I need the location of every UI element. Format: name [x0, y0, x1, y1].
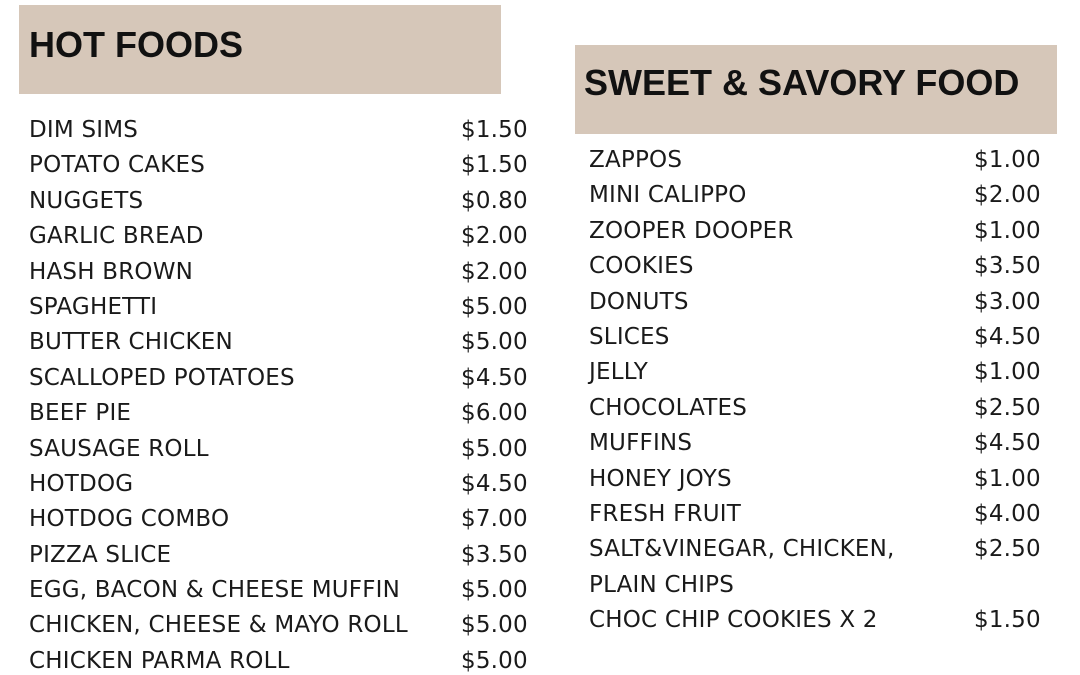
menu-item-name: HOTDOG	[29, 470, 134, 497]
menu-item-name: CHOC CHIP COOKIES X 2	[589, 607, 878, 634]
menu-item-price: $1.00	[974, 217, 1041, 244]
menu-item-name: BUTTER CHICKEN	[29, 329, 233, 356]
menu-item-price: $4.00	[974, 500, 1041, 527]
hot-foods-title: HOT FOODS	[29, 24, 243, 65]
menu-item-name: SAUSAGE ROLL	[29, 435, 209, 462]
menu-item-price: $1.50	[974, 607, 1041, 634]
menu-item	[589, 285, 1059, 320]
sweet-savory-title: SWEET & SAVORY FOOD	[584, 62, 1020, 103]
menu-item-price: $1.00	[974, 359, 1041, 386]
menu-item-name: COOKIES	[589, 253, 694, 280]
menu-item-price: $2.00	[461, 223, 528, 250]
menu-item-price: $1.00	[974, 147, 1041, 173]
menu-item	[589, 603, 1059, 638]
menu-item-name: GARLIC BREAD	[29, 223, 204, 250]
menu-item-price: $5.00	[461, 647, 528, 674]
menu-item-name: ZAPPOS	[589, 147, 683, 173]
menu-item	[29, 290, 549, 325]
menu-item-price: $6.00	[461, 400, 528, 427]
menu-item-name: SCALLOPED POTATOES	[29, 364, 295, 391]
menu-item-price: $5.00	[461, 329, 528, 356]
menu-item-price: $4.50	[974, 430, 1041, 457]
menu-item-price: $7.00	[461, 506, 528, 533]
menu-item-name: MUFFINS	[589, 430, 693, 457]
menu-item-name: HONEY JOYS	[589, 465, 732, 492]
menu-item-name: HASH BROWN	[29, 258, 194, 285]
menu-item	[29, 538, 549, 573]
menu-item	[589, 497, 1059, 532]
menu-item	[29, 148, 549, 183]
menu-item	[589, 391, 1059, 426]
menu-item-name: EGG, BACON & CHEESE MUFFIN	[29, 577, 401, 604]
menu-item-name: FRESH FRUIT	[589, 500, 742, 527]
menu-item	[29, 361, 549, 396]
menu-item	[29, 325, 549, 360]
menu-item	[589, 249, 1059, 284]
menu-item-name: SLICES	[589, 323, 670, 350]
menu-item-price: $5.00	[461, 612, 528, 639]
menu-item-price: $5.00	[461, 435, 528, 462]
menu-item-name: SPAGHETTI	[29, 293, 158, 320]
menu-item-price: $5.00	[461, 293, 528, 320]
menu-item-price: $4.50	[461, 470, 528, 497]
menu-item-price: $2.00	[974, 182, 1041, 209]
menu-item	[29, 644, 549, 675]
menu-item	[589, 214, 1059, 249]
menu-item	[29, 608, 549, 643]
menu-item	[589, 178, 1059, 213]
menu-item	[29, 467, 549, 502]
menu-item	[589, 532, 1059, 603]
menu-item-name: PIZZA SLICE	[29, 541, 172, 568]
menu-item-price: $4.50	[974, 323, 1041, 350]
menu-item-price: $2.50	[974, 394, 1041, 421]
menu-item-name: POTATO CAKES	[29, 152, 206, 179]
menu-item-price: $2.50	[974, 536, 1041, 563]
menu-item-price: $3.50	[461, 541, 528, 568]
hot-foods-list	[29, 113, 549, 675]
menu-item-price: $0.80	[461, 187, 528, 214]
sweet-savory-list	[589, 143, 1059, 638]
menu-item-name: NUGGETS	[29, 187, 144, 214]
sweet-savory-header	[575, 45, 1057, 134]
menu-item-price: $2.00	[461, 258, 528, 285]
menu-item-name: DONUTS	[589, 288, 689, 315]
menu-item	[29, 113, 549, 148]
menu-item-price: $4.50	[461, 364, 528, 391]
menu-item-name: CHOCOLATES	[589, 394, 748, 421]
menu-item-price: $3.00	[974, 288, 1041, 315]
menu-item-name: DIM SIMS	[29, 117, 139, 143]
menu-item	[29, 573, 549, 608]
menu-item	[29, 255, 549, 290]
menu-item-name: JELLY	[589, 359, 648, 386]
menu-item-price: $1.00	[974, 465, 1041, 492]
menu-item-price: $3.50	[974, 253, 1041, 280]
menu-item	[29, 432, 549, 467]
menu-item	[589, 355, 1059, 390]
menu-item-price: $1.50	[461, 117, 528, 143]
menu-item	[29, 396, 549, 431]
menu-item	[589, 143, 1059, 178]
menu-item-name: ZOOPER DOOPER	[589, 217, 794, 244]
menu-item-name: BEEF PIE	[29, 400, 132, 427]
menu-item-price: $1.50	[461, 152, 528, 179]
menu-item-name: SALT&VINEGAR, CHICKEN, PLAIN CHIPS	[589, 536, 895, 598]
menu-item	[29, 502, 549, 537]
menu-item-name: HOTDOG COMBO	[29, 506, 230, 533]
menu-item	[589, 320, 1059, 355]
menu-item-name: CHICKEN PARMA ROLL	[29, 647, 290, 674]
menu-item	[29, 184, 549, 219]
menu-item	[29, 219, 549, 254]
menu-item	[589, 426, 1059, 461]
menu-item-name: CHICKEN, CHEESE & MAYO ROLL	[29, 612, 408, 639]
menu-item-price: $5.00	[461, 577, 528, 604]
menu-item	[589, 462, 1059, 497]
hot-foods-header	[19, 5, 501, 94]
menu-item-name: MINI CALIPPO	[589, 182, 747, 209]
